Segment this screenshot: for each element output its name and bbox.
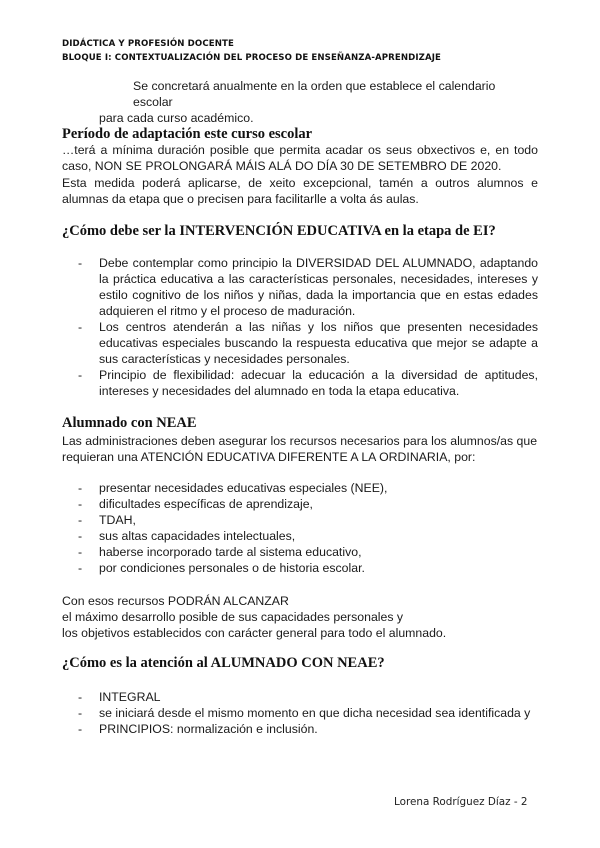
list-item: - sus altas capacidades intelectuales,	[78, 529, 296, 543]
intro-paragraph	[62, 78, 538, 126]
list-item: - PRINCIPIOS: normalización e inclusión.	[78, 722, 318, 736]
page-footer: Lorena Rodríguez Díaz - 2	[394, 796, 528, 808]
list-dash: -	[78, 497, 83, 511]
list-item: - presentar necesidades educativas especiales (NEE),	[78, 481, 388, 495]
heading-neae-students: Alumnado con NEAE	[62, 415, 197, 431]
list-dash: -	[78, 561, 83, 575]
adaptation-paragraph-2: Esta medida poderá aplicarse, de xeito excepcional, tamén a outros alumnos e alumnas da etapa que o precisen para facilitarlle a volta ás aulas.	[62, 176, 538, 206]
neae-outcome	[62, 593, 538, 641]
adaptation-paragraph-1: …terá a mínima duración posible que permita acadar os seus obxectivos e, en todo caso, NON SE PROLONGARÁ MÁIS ALÁ DO DÍA 30 DE SETEMBRO DE 2020.	[62, 143, 538, 173]
heading-neae-attention: ¿Cómo es la atención al ALUMNADO CON NEAE?	[62, 655, 385, 671]
list-dash: -	[78, 545, 83, 559]
list-item: - TDAH,	[78, 513, 136, 527]
intro-line-2: para cada curso académico.	[99, 111, 254, 125]
list-dash: -	[78, 722, 83, 736]
list-dash: -	[78, 320, 83, 334]
header-subject: DIDÁCTICA Y PROFESIÓN DOCENTE	[62, 39, 234, 49]
heading-educational-intervention: ¿Cómo debe ser la INTERVENCIÓN EDUCATIVA en la etapa de EI?	[62, 223, 496, 239]
list-dash: -	[78, 256, 83, 270]
attention-list	[62, 689, 538, 737]
list-dash: -	[78, 513, 83, 527]
neae-intro-line-2: requieran una ATENCIÓN EDUCATIVA DIFERENTE A LA ORDINARIA, por:	[62, 450, 476, 464]
list-item: - Principio de flexibilidad: adecuar la educación a la diversidad de aptitudes, intereses y necesidades del alumnado en toda la etapa educativa.	[78, 368, 538, 398]
list-item: - por condiciones personales o de historia escolar.	[78, 561, 365, 575]
neae-outcome-line-1: Con esos recursos PODRÁN ALCANZAR	[62, 594, 289, 608]
neae-outcome-line-3: los objetivos establecidos con carácter general para todo el alumnado.	[62, 626, 447, 640]
list-item: - Los centros atenderán a las niñas y los niños que presenten necesidades educativas especiales buscando la respuesta educativa que mejor se adapte a sus características y necesidades personales.	[78, 320, 538, 366]
list-item: - Debe contemplar como principio la DIVERSIDAD DEL ALUMNADO, adaptando la práctica educativa a las características personales, necesidades, intereses y estilo cognitivo de los niños y niñas, dada la importancia que en estas edades adquieren el ritmo y el proceso de maduración.	[78, 256, 538, 318]
list-item: - INTEGRAL	[78, 690, 161, 704]
list-dash: -	[78, 690, 83, 704]
list-dash: -	[78, 368, 83, 382]
neae-intro-line-1: Las administraciones deben asegurar los recursos necesarios para los alumnos/as que	[62, 434, 538, 448]
neae-outcome-line-2: el máximo desarrollo posible de sus capacidades personales y	[62, 610, 404, 624]
neae-needs-list	[62, 480, 538, 576]
header-block: BLOQUE I: CONTEXTUALIZACIÓN DEL PROCESO DE ENSEÑANZA-APRENDIZAJE	[62, 53, 442, 63]
intro-line-1: Se concretará anualmente en la orden que establece el calendario escolar	[133, 79, 496, 109]
list-item: - dificultades específicas de aprendizaje,	[78, 497, 313, 511]
neae-intro	[62, 433, 538, 465]
list-dash: -	[78, 481, 83, 495]
list-item: - haberse incorporado tarde al sistema educativo,	[78, 545, 362, 559]
intervention-list	[62, 255, 538, 399]
heading-adaptation-period: Período de adaptación este curso escolar	[62, 126, 313, 142]
list-dash: -	[78, 529, 83, 543]
list-item: - se iniciará desde el mismo momento en que dicha necesidad sea identificada y	[78, 706, 531, 720]
list-dash: -	[78, 706, 83, 720]
